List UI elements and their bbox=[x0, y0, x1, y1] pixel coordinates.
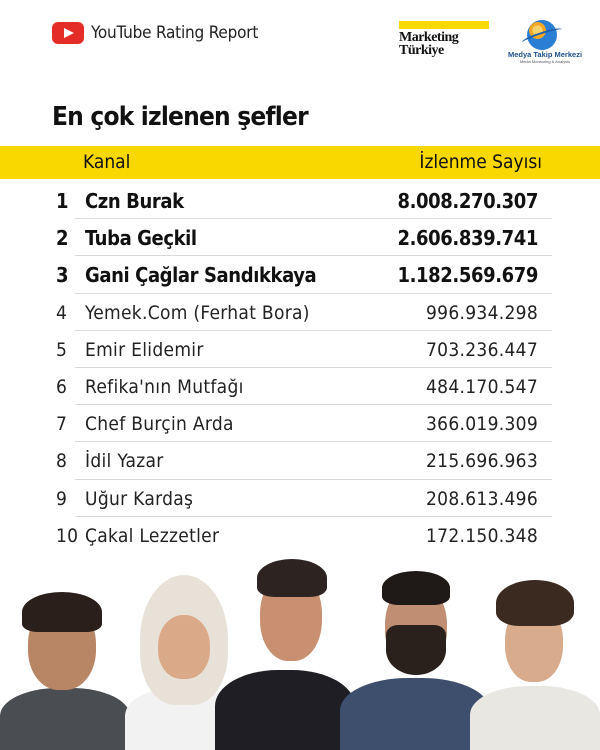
view-count: 2.606.839.741 bbox=[397, 226, 538, 251]
channel-name: Chef Burçin Arda bbox=[85, 413, 234, 436]
view-count: 366.019.309 bbox=[425, 413, 538, 436]
globe-icon bbox=[527, 20, 557, 50]
report-title: YouTube Rating Report bbox=[91, 23, 259, 43]
table-row bbox=[0, 442, 600, 479]
table-row bbox=[0, 405, 600, 442]
table-header bbox=[0, 146, 600, 179]
rank-number: 6 bbox=[56, 375, 68, 398]
rank-number: 5 bbox=[56, 338, 68, 361]
table-row bbox=[0, 368, 600, 405]
rank-number: 2 bbox=[56, 226, 69, 251]
report-header bbox=[0, 0, 600, 90]
channel-name: Uğur Kardaş bbox=[85, 487, 194, 510]
partner-name: Medya Takip Merkezi bbox=[507, 50, 583, 59]
ranking-table bbox=[0, 182, 600, 554]
view-count: 172.150.348 bbox=[425, 524, 538, 547]
chef-photo bbox=[470, 580, 600, 750]
view-count: 703.236.447 bbox=[425, 338, 538, 361]
brand-line-2: Türkiye bbox=[399, 43, 444, 58]
column-header-channel: Kanal bbox=[83, 151, 131, 173]
channel-name: Czn Burak bbox=[85, 189, 184, 213]
table-row bbox=[0, 331, 600, 368]
chef-photo bbox=[340, 565, 490, 750]
view-count: 484.170.547 bbox=[425, 375, 538, 398]
rank-number: 7 bbox=[56, 413, 68, 436]
view-count: 996.934.298 bbox=[425, 301, 538, 324]
rank-number: 9 bbox=[56, 487, 68, 510]
rank-number: 4 bbox=[56, 301, 68, 324]
channel-name: Yemek.Com (Ferhat Bora) bbox=[85, 301, 310, 324]
rank-number: 8 bbox=[56, 450, 68, 473]
logo-accent-bar bbox=[399, 21, 489, 29]
channel-name: Tuba Geçkil bbox=[85, 226, 197, 251]
chef-photo-strip bbox=[0, 545, 600, 750]
view-count: 8.008.270.307 bbox=[397, 189, 538, 213]
rank-number: 1 bbox=[56, 189, 69, 213]
table-row bbox=[0, 219, 600, 256]
partner-tagline: Media Monitoring & Analysis bbox=[519, 59, 571, 64]
channel-name: Refika'nın Mutfağı bbox=[85, 375, 244, 398]
view-count: 215.696.963 bbox=[425, 450, 538, 473]
chef-photo bbox=[0, 590, 130, 750]
channel-name: İdil Yazar bbox=[85, 450, 164, 473]
rank-number: 3 bbox=[56, 263, 69, 288]
page-title: En çok izlenen şefler bbox=[52, 102, 308, 132]
youtube-logo-icon bbox=[52, 22, 84, 44]
view-count: 208.613.496 bbox=[425, 487, 538, 510]
chef-photo bbox=[215, 555, 355, 750]
brand-line-1: Marketing bbox=[399, 30, 459, 45]
rank-number: 10 bbox=[56, 524, 79, 547]
table-row bbox=[0, 182, 600, 219]
table-row bbox=[0, 480, 600, 517]
channel-name: Gani Çağlar Sandıkkaya bbox=[85, 263, 317, 288]
channel-name: Çakal Lezzetler bbox=[85, 524, 220, 547]
column-header-views: İzlenme Sayısı bbox=[419, 151, 542, 173]
view-count: 1.182.569.679 bbox=[397, 263, 538, 288]
table-row bbox=[0, 294, 600, 331]
table-row bbox=[0, 256, 600, 293]
channel-name: Emir Elidemir bbox=[85, 338, 204, 361]
